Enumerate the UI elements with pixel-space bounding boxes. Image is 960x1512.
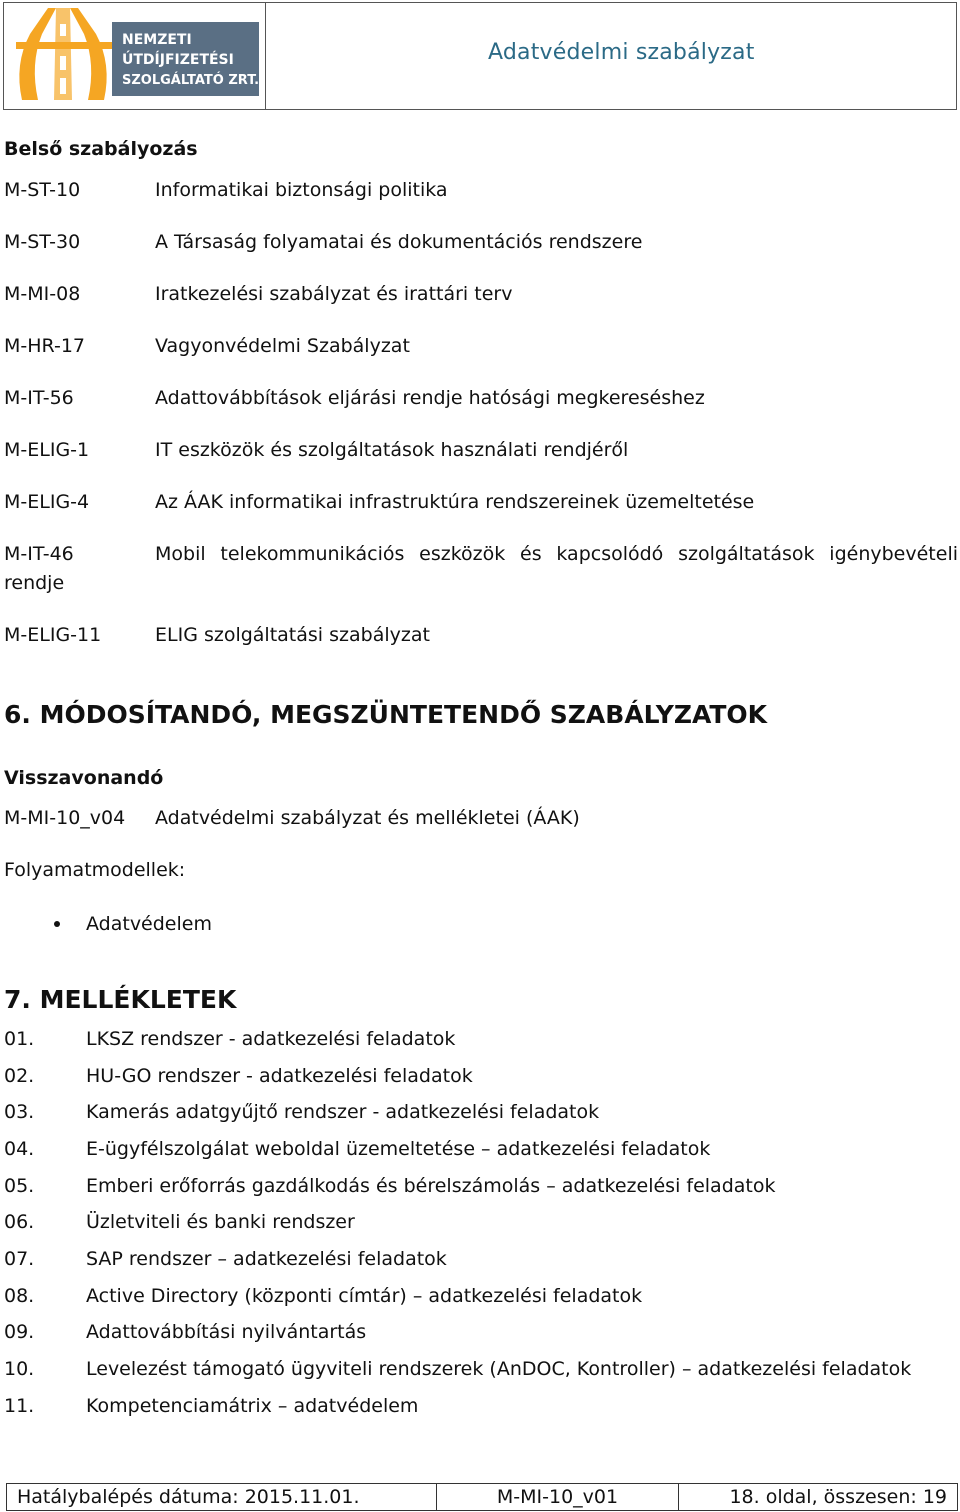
logo-line-2: ÚTDÍJFIZETÉSI [122, 52, 234, 68]
annex-title: Emberi erőforrás gazdálkodás és bérelszámolás – adatkezelési feladatok [86, 1175, 776, 1197]
document-title: Adatvédelmi szabályzat [488, 40, 755, 65]
internal-title: Adattovábbítások eljárási rendje hatósági megkereséshez [155, 387, 705, 409]
annex-title: Adattovábbítási nyilvántartás [86, 1321, 367, 1343]
internal-title: Iratkezelési szabályzat és irattári terv [155, 283, 513, 305]
annex-number: 10. [4, 1358, 35, 1380]
internal-title: A Társaság folyamatai és dokumentációs rendszere [155, 231, 643, 253]
internal-code: M-ELIG-11 [4, 624, 102, 646]
logo-line-1: NEMZETI [122, 32, 192, 48]
annex-title: Kompetenciamátrix – adatvédelem [86, 1395, 419, 1417]
annex-number: 01. [4, 1028, 35, 1050]
annex-title: E-ügyfélszolgálat weboldal üzemeltetése – adatkezelési feladatok [86, 1138, 711, 1160]
section-7-heading: 7. MELLÉKLETEK [4, 985, 237, 1014]
annex-number: 08. [4, 1285, 35, 1307]
annex-title: Active Directory (központi címtár) – adatkezelési feladatok [86, 1285, 643, 1307]
annex-number: 09. [4, 1321, 35, 1343]
internal-title: Mobil telekommunikációs eszközök és kapcsolódó szolgáltatások igénybevételi [155, 543, 958, 565]
header-divider [265, 2, 266, 110]
revoke-label: Visszavonandó [4, 767, 164, 789]
annex-number: 06. [4, 1211, 35, 1233]
company-logo [8, 4, 263, 108]
internal-title: IT eszközök és szolgáltatások használati rendjéről [155, 439, 629, 461]
process-label: Folyamatmodellek: [4, 859, 186, 881]
internal-code: M-HR-17 [4, 335, 86, 357]
annex-title: LKSZ rendszer - adatkezelési feladatok [86, 1028, 456, 1050]
annex-number: 04. [4, 1138, 35, 1160]
annex-number: 11. [4, 1395, 35, 1417]
annex-number: 05. [4, 1175, 35, 1197]
annex-title: HU-GO rendszer - adatkezelési feladatok [86, 1065, 473, 1087]
internal-code: M-IT-56 [4, 387, 74, 409]
internal-title: ELIG szolgáltatási szabályzat [155, 624, 430, 646]
footer-page-number: 18. oldal, összesen: 19 [729, 1486, 947, 1508]
internal-code: M-ELIG-4 [4, 491, 90, 513]
annex-title: Kamerás adatgyűjtő rendszer - adatkezelési feladatok [86, 1101, 600, 1123]
revoke-title: Adatvédelmi szabályzat és mellékletei (ÁAK) [155, 807, 580, 829]
section-6-heading: 6. MÓDOSÍTANDÓ, MEGSZÜNTETENDŐ SZABÁLYZATOK [4, 700, 768, 729]
internal-heading: Belső szabályozás [4, 138, 198, 160]
annex-number: 02. [4, 1065, 35, 1087]
revoke-code: M-MI-10_v04 [4, 807, 126, 829]
footer-effective-date: Hatálybalépés dátuma: 2015.11.01. [7, 1484, 437, 1510]
process-item: Adatvédelem [86, 913, 212, 935]
internal-code: M-ST-30 [4, 231, 81, 253]
annex-title: Üzletviteli és banki rendszer [86, 1211, 355, 1233]
internal-code: M-IT-46 [4, 543, 74, 565]
internal-title: Vagyonvédelmi Szabályzat [155, 335, 410, 357]
page-footer [6, 1483, 958, 1511]
annex-number: 07. [4, 1248, 35, 1270]
annex-number: 03. [4, 1101, 35, 1123]
internal-code: M-ST-10 [4, 179, 81, 201]
logo-line-3: SZOLGÁLTATÓ ZRT. [122, 73, 260, 88]
internal-code: M-ELIG-1 [4, 439, 90, 461]
annex-title: SAP rendszer – adatkezelési feladatok [86, 1248, 447, 1270]
footer-doc-code: M-MI-10_v01 [437, 1484, 679, 1510]
internal-title-continuation: rendje [4, 572, 65, 594]
internal-title: Informatikai biztonsági politika [155, 179, 448, 201]
annex-title: Levelezést támogató ügyviteli rendszerek (AnDOC, Kontroller) – adatkezelési feladatok [86, 1358, 912, 1380]
internal-title: Az ÁAK informatikai infrastruktúra rendszereinek üzemeltetése [155, 491, 755, 513]
bullet-icon [54, 921, 60, 927]
internal-code: M-MI-08 [4, 283, 81, 305]
